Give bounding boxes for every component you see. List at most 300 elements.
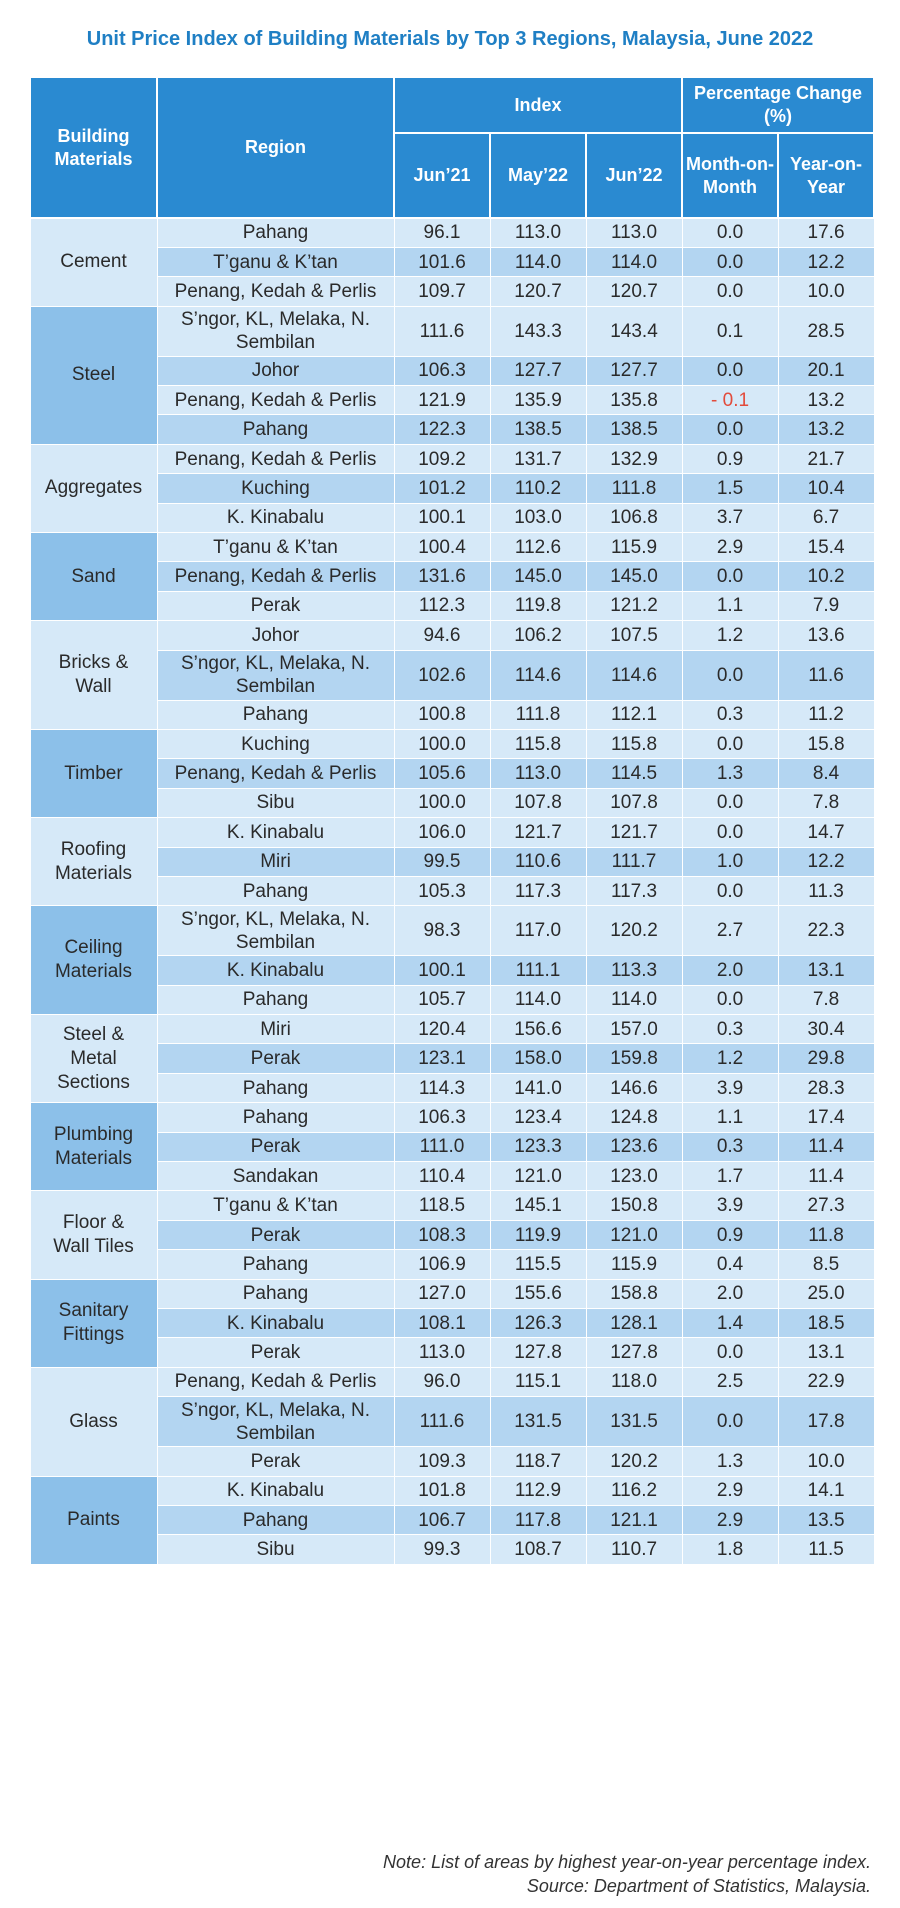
mom-cell: 0.4	[682, 1250, 778, 1279]
region-cell: Perak	[157, 1044, 394, 1073]
table-row	[30, 788, 874, 817]
table-row	[30, 818, 874, 847]
may22-cell: 138.5	[490, 415, 586, 444]
jun21-cell: 131.6	[394, 562, 490, 591]
jun21-cell: 108.1	[394, 1309, 490, 1338]
region-cell: Johor	[157, 356, 394, 385]
material-cell: Bricks & Wall	[30, 621, 157, 730]
mom-cell: 0.0	[682, 818, 778, 847]
mom-cell: 0.0	[682, 788, 778, 817]
header-percentage-change: Percentage Change (%)	[682, 77, 874, 133]
jun21-cell: 101.8	[394, 1476, 490, 1505]
header-index: Index	[394, 77, 682, 133]
mom-cell: 1.2	[682, 1044, 778, 1073]
region-cell: Penang, Kedah & Perlis	[157, 1367, 394, 1396]
table-row	[30, 1476, 874, 1505]
jun21-cell: 108.3	[394, 1220, 490, 1249]
region-cell: Pahang	[157, 218, 394, 247]
may22-cell: 145.1	[490, 1191, 586, 1220]
jun21-cell: 105.6	[394, 759, 490, 788]
region-cell: K. Kinabalu	[157, 503, 394, 532]
region-cell: K. Kinabalu	[157, 1476, 394, 1505]
region-cell: Johor	[157, 621, 394, 650]
table-row	[30, 1073, 874, 1102]
mom-cell: 0.3	[682, 700, 778, 729]
jun21-cell: 101.2	[394, 474, 490, 503]
mom-cell: 0.0	[682, 277, 778, 306]
region-cell: K. Kinabalu	[157, 956, 394, 985]
table-row	[30, 1447, 874, 1476]
table-row	[30, 1250, 874, 1279]
jun22-cell: 127.7	[586, 356, 682, 385]
may22-cell: 114.6	[490, 650, 586, 700]
yoy-cell: 27.3	[778, 1191, 874, 1220]
may22-cell: 119.9	[490, 1220, 586, 1249]
table-row	[30, 1338, 874, 1367]
material-cell: Paints	[30, 1476, 157, 1564]
mom-cell: 2.9	[682, 1476, 778, 1505]
jun22-cell: 115.9	[586, 533, 682, 562]
table-row	[30, 1015, 874, 1044]
material-cell: Roofing Materials	[30, 818, 157, 906]
price-index-table	[29, 76, 875, 1565]
table-row	[30, 1367, 874, 1396]
material-cell: Cement	[30, 218, 157, 306]
yoy-cell: 13.1	[778, 956, 874, 985]
mom-cell: 1.8	[682, 1535, 778, 1564]
region-cell: Miri	[157, 1015, 394, 1044]
yoy-cell: 6.7	[778, 503, 874, 532]
header-jun21: Jun’21	[394, 133, 490, 218]
table-row	[30, 1309, 874, 1338]
mom-cell: 0.0	[682, 876, 778, 905]
yoy-cell: 12.2	[778, 247, 874, 276]
region-cell: Pahang	[157, 700, 394, 729]
yoy-cell: 30.4	[778, 1015, 874, 1044]
jun21-cell: 109.3	[394, 1447, 490, 1476]
jun22-cell: 113.0	[586, 218, 682, 247]
table-row	[30, 1132, 874, 1161]
region-cell: S’ngor, KL, Melaka, N. Sembilan	[157, 650, 394, 700]
mom-cell: 1.2	[682, 621, 778, 650]
jun21-cell: 106.3	[394, 1103, 490, 1132]
jun21-cell: 122.3	[394, 415, 490, 444]
may22-cell: 113.0	[490, 759, 586, 788]
region-cell: Sibu	[157, 1535, 394, 1564]
region-cell: Pahang	[157, 1103, 394, 1132]
yoy-cell: 21.7	[778, 444, 874, 473]
mom-cell: 3.9	[682, 1191, 778, 1220]
mom-cell: 2.5	[682, 1367, 778, 1396]
yoy-cell: 11.2	[778, 700, 874, 729]
jun21-cell: 106.7	[394, 1505, 490, 1534]
jun22-cell: 127.8	[586, 1338, 682, 1367]
table-row	[30, 1191, 874, 1220]
yoy-cell: 25.0	[778, 1279, 874, 1308]
jun21-cell: 109.2	[394, 444, 490, 473]
material-cell: Timber	[30, 729, 157, 817]
yoy-cell: 28.3	[778, 1073, 874, 1102]
yoy-cell: 10.4	[778, 474, 874, 503]
may22-cell: 127.8	[490, 1338, 586, 1367]
jun21-cell: 113.0	[394, 1338, 490, 1367]
jun21-cell: 123.1	[394, 1044, 490, 1073]
jun22-cell: 123.6	[586, 1132, 682, 1161]
may22-cell: 103.0	[490, 503, 586, 532]
mom-cell: 1.3	[682, 759, 778, 788]
jun21-cell: 94.6	[394, 621, 490, 650]
region-cell: Sandakan	[157, 1162, 394, 1191]
jun22-cell: 121.1	[586, 1505, 682, 1534]
table-row	[30, 591, 874, 620]
yoy-cell: 15.8	[778, 729, 874, 758]
region-cell: Kuching	[157, 729, 394, 758]
yoy-cell: 29.8	[778, 1044, 874, 1073]
jun21-cell: 120.4	[394, 1015, 490, 1044]
note-text: Note: List of areas by highest year-on-year percentage index.	[383, 1852, 871, 1872]
table-row	[30, 956, 874, 985]
material-cell: Sanitary Fittings	[30, 1279, 157, 1367]
may22-cell: 118.7	[490, 1447, 586, 1476]
mom-cell: 2.9	[682, 533, 778, 562]
jun22-cell: 124.8	[586, 1103, 682, 1132]
yoy-cell: 20.1	[778, 356, 874, 385]
may22-cell: 112.6	[490, 533, 586, 562]
material-cell: Aggregates	[30, 444, 157, 532]
jun21-cell: 99.3	[394, 1535, 490, 1564]
may22-cell: 156.6	[490, 1015, 586, 1044]
mom-cell: 1.1	[682, 1103, 778, 1132]
may22-cell: 117.0	[490, 906, 586, 956]
region-cell: Penang, Kedah & Perlis	[157, 386, 394, 415]
jun21-cell: 111.6	[394, 1397, 490, 1447]
table-row	[30, 562, 874, 591]
jun21-cell: 96.1	[394, 218, 490, 247]
header-year-on-year: Year-on-Year	[778, 133, 874, 218]
region-cell: Penang, Kedah & Perlis	[157, 759, 394, 788]
mom-cell: 1.0	[682, 847, 778, 876]
jun21-cell: 105.7	[394, 985, 490, 1014]
table-row	[30, 700, 874, 729]
table-row	[30, 1535, 874, 1564]
may22-cell: 110.6	[490, 847, 586, 876]
jun21-cell: 100.8	[394, 700, 490, 729]
region-cell: S’ngor, KL, Melaka, N. Sembilan	[157, 906, 394, 956]
yoy-cell: 22.3	[778, 906, 874, 956]
yoy-cell: 17.6	[778, 218, 874, 247]
yoy-cell: 13.2	[778, 386, 874, 415]
jun21-cell: 105.3	[394, 876, 490, 905]
region-cell: Penang, Kedah & Perlis	[157, 277, 394, 306]
table-row	[30, 876, 874, 905]
jun22-cell: 115.8	[586, 729, 682, 758]
jun21-cell: 96.0	[394, 1367, 490, 1396]
yoy-cell: 22.9	[778, 1367, 874, 1396]
mom-cell: 0.1	[682, 306, 778, 356]
region-cell: Perak	[157, 1132, 394, 1161]
mom-cell: 0.3	[682, 1015, 778, 1044]
table-row	[30, 474, 874, 503]
table-row	[30, 247, 874, 276]
jun22-cell: 114.5	[586, 759, 682, 788]
yoy-cell: 8.5	[778, 1250, 874, 1279]
mom-cell: 0.0	[682, 729, 778, 758]
mom-cell: 1.7	[682, 1162, 778, 1191]
table-row	[30, 1044, 874, 1073]
mom-cell: 0.0	[682, 218, 778, 247]
jun22-cell: 123.0	[586, 1162, 682, 1191]
jun21-cell: 102.6	[394, 650, 490, 700]
region-cell: Perak	[157, 1338, 394, 1367]
jun22-cell: 143.4	[586, 306, 682, 356]
jun22-cell: 115.9	[586, 1250, 682, 1279]
jun22-cell: 135.8	[586, 386, 682, 415]
jun22-cell: 120.2	[586, 1447, 682, 1476]
region-cell: T’ganu & K’tan	[157, 247, 394, 276]
jun21-cell: 127.0	[394, 1279, 490, 1308]
material-cell: Glass	[30, 1367, 157, 1476]
jun22-cell: 121.2	[586, 591, 682, 620]
table-row	[30, 847, 874, 876]
may22-cell: 135.9	[490, 386, 586, 415]
mom-cell: 0.0	[682, 650, 778, 700]
may22-cell: 108.7	[490, 1535, 586, 1564]
table-row	[30, 533, 874, 562]
mom-cell: 3.7	[682, 503, 778, 532]
mom-cell: 1.5	[682, 474, 778, 503]
yoy-cell: 7.9	[778, 591, 874, 620]
region-cell: Penang, Kedah & Perlis	[157, 562, 394, 591]
material-cell: Floor & Wall Tiles	[30, 1191, 157, 1279]
may22-cell: 126.3	[490, 1309, 586, 1338]
jun21-cell: 100.1	[394, 956, 490, 985]
region-cell: T’ganu & K’tan	[157, 1191, 394, 1220]
jun22-cell: 116.2	[586, 1476, 682, 1505]
jun22-cell: 110.7	[586, 1535, 682, 1564]
mom-cell: - 0.1	[682, 386, 778, 415]
yoy-cell: 14.7	[778, 818, 874, 847]
may22-cell: 114.0	[490, 247, 586, 276]
jun21-cell: 106.3	[394, 356, 490, 385]
mom-cell: 0.0	[682, 356, 778, 385]
jun22-cell: 107.8	[586, 788, 682, 817]
jun22-cell: 121.7	[586, 818, 682, 847]
jun22-cell: 145.0	[586, 562, 682, 591]
yoy-cell: 17.4	[778, 1103, 874, 1132]
region-cell: Miri	[157, 847, 394, 876]
jun22-cell: 159.8	[586, 1044, 682, 1073]
mom-cell: 0.0	[682, 415, 778, 444]
may22-cell: 117.8	[490, 1505, 586, 1534]
region-cell: S’ngor, KL, Melaka, N. Sembilan	[157, 306, 394, 356]
yoy-cell: 10.2	[778, 562, 874, 591]
jun21-cell: 98.3	[394, 906, 490, 956]
table-row	[30, 1220, 874, 1249]
yoy-cell: 12.2	[778, 847, 874, 876]
region-cell: Penang, Kedah & Perlis	[157, 444, 394, 473]
may22-cell: 106.2	[490, 621, 586, 650]
jun21-cell: 111.0	[394, 1132, 490, 1161]
yoy-cell: 11.3	[778, 876, 874, 905]
may22-cell: 112.9	[490, 1476, 586, 1505]
yoy-cell: 13.5	[778, 1505, 874, 1534]
jun21-cell: 112.3	[394, 591, 490, 620]
table-row	[30, 1397, 874, 1447]
jun21-cell: 100.4	[394, 533, 490, 562]
region-cell: S’ngor, KL, Melaka, N. Sembilan	[157, 1397, 394, 1447]
material-cell: Plumbing Materials	[30, 1103, 157, 1191]
material-cell: Steel	[30, 306, 157, 444]
region-cell: Kuching	[157, 474, 394, 503]
table-row	[30, 218, 874, 247]
mom-cell: 0.0	[682, 1338, 778, 1367]
table-row	[30, 386, 874, 415]
jun22-cell: 114.6	[586, 650, 682, 700]
mom-cell: 0.0	[682, 247, 778, 276]
table-row	[30, 1279, 874, 1308]
may22-cell: 127.7	[490, 356, 586, 385]
jun22-cell: 128.1	[586, 1309, 682, 1338]
footnote	[383, 1850, 871, 1898]
may22-cell: 120.7	[490, 277, 586, 306]
may22-cell: 115.1	[490, 1367, 586, 1396]
jun21-cell: 106.0	[394, 818, 490, 847]
mom-cell: 0.9	[682, 1220, 778, 1249]
header-may22: May’22	[490, 133, 586, 218]
jun22-cell: 111.7	[586, 847, 682, 876]
table-row	[30, 444, 874, 473]
mom-cell: 2.9	[682, 1505, 778, 1534]
table-row	[30, 415, 874, 444]
jun21-cell: 114.3	[394, 1073, 490, 1102]
mom-cell: 1.3	[682, 1447, 778, 1476]
mom-cell: 2.0	[682, 1279, 778, 1308]
table-row	[30, 1505, 874, 1534]
jun22-cell: 117.3	[586, 876, 682, 905]
table-row	[30, 650, 874, 700]
may22-cell: 131.5	[490, 1397, 586, 1447]
region-cell: Pahang	[157, 415, 394, 444]
region-cell: Pahang	[157, 1505, 394, 1534]
jun21-cell: 99.5	[394, 847, 490, 876]
region-cell: Perak	[157, 1447, 394, 1476]
jun22-cell: 118.0	[586, 1367, 682, 1396]
may22-cell: 143.3	[490, 306, 586, 356]
mom-cell: 1.4	[682, 1309, 778, 1338]
may22-cell: 113.0	[490, 218, 586, 247]
region-cell: Pahang	[157, 876, 394, 905]
table-body	[30, 218, 874, 1564]
jun21-cell: 100.0	[394, 729, 490, 758]
yoy-cell: 11.5	[778, 1535, 874, 1564]
table-row	[30, 906, 874, 956]
jun21-cell: 111.6	[394, 306, 490, 356]
yoy-cell: 11.4	[778, 1132, 874, 1161]
jun22-cell: 120.2	[586, 906, 682, 956]
table-row	[30, 306, 874, 356]
region-cell: Pahang	[157, 1073, 394, 1102]
jun21-cell: 101.6	[394, 247, 490, 276]
region-cell: Perak	[157, 591, 394, 620]
yoy-cell: 10.0	[778, 1447, 874, 1476]
yoy-cell: 13.1	[778, 1338, 874, 1367]
jun22-cell: 106.8	[586, 503, 682, 532]
table-row	[30, 729, 874, 758]
jun22-cell: 158.8	[586, 1279, 682, 1308]
yoy-cell: 13.6	[778, 621, 874, 650]
may22-cell: 158.0	[490, 1044, 586, 1073]
material-cell: Steel & Metal Sections	[30, 1015, 157, 1103]
jun21-cell: 106.9	[394, 1250, 490, 1279]
yoy-cell: 11.4	[778, 1162, 874, 1191]
mom-cell: 0.0	[682, 1397, 778, 1447]
table-row	[30, 1103, 874, 1132]
may22-cell: 115.5	[490, 1250, 586, 1279]
mom-cell: 0.3	[682, 1132, 778, 1161]
jun21-cell: 100.1	[394, 503, 490, 532]
table-row	[30, 1162, 874, 1191]
table-row	[30, 621, 874, 650]
yoy-cell: 15.4	[778, 533, 874, 562]
jun22-cell: 150.8	[586, 1191, 682, 1220]
region-cell: Perak	[157, 1220, 394, 1249]
table-row	[30, 503, 874, 532]
jun22-cell: 132.9	[586, 444, 682, 473]
may22-cell: 155.6	[490, 1279, 586, 1308]
mom-cell: 1.1	[682, 591, 778, 620]
region-cell: Pahang	[157, 1250, 394, 1279]
jun22-cell: 157.0	[586, 1015, 682, 1044]
material-cell: Sand	[30, 533, 157, 621]
header-month-on-month: Month-on-Month	[682, 133, 778, 218]
may22-cell: 123.4	[490, 1103, 586, 1132]
header-building-materials: Building Materials	[30, 77, 157, 218]
mom-cell: 2.0	[682, 956, 778, 985]
may22-cell: 121.0	[490, 1162, 586, 1191]
may22-cell: 107.8	[490, 788, 586, 817]
yoy-cell: 18.5	[778, 1309, 874, 1338]
region-cell: Pahang	[157, 1279, 394, 1308]
jun22-cell: 146.6	[586, 1073, 682, 1102]
material-cell: Ceiling Materials	[30, 906, 157, 1015]
mom-cell: 3.9	[682, 1073, 778, 1102]
jun21-cell: 109.7	[394, 277, 490, 306]
jun22-cell: 107.5	[586, 621, 682, 650]
may22-cell: 141.0	[490, 1073, 586, 1102]
may22-cell: 115.8	[490, 729, 586, 758]
source-text: Source: Department of Statistics, Malaysia.	[526, 1876, 871, 1896]
mom-cell: 0.9	[682, 444, 778, 473]
mom-cell: 0.0	[682, 985, 778, 1014]
jun22-cell: 112.1	[586, 700, 682, 729]
jun22-cell: 131.5	[586, 1397, 682, 1447]
may22-cell: 111.8	[490, 700, 586, 729]
may22-cell: 121.7	[490, 818, 586, 847]
yoy-cell: 7.8	[778, 788, 874, 817]
jun22-cell: 138.5	[586, 415, 682, 444]
yoy-cell: 13.2	[778, 415, 874, 444]
jun21-cell: 100.0	[394, 788, 490, 817]
yoy-cell: 8.4	[778, 759, 874, 788]
jun21-cell: 110.4	[394, 1162, 490, 1191]
mom-cell: 0.0	[682, 562, 778, 591]
jun22-cell: 120.7	[586, 277, 682, 306]
header-region: Region	[157, 77, 394, 218]
region-cell: Sibu	[157, 788, 394, 817]
yoy-cell: 7.8	[778, 985, 874, 1014]
may22-cell: 114.0	[490, 985, 586, 1014]
may22-cell: 119.8	[490, 591, 586, 620]
